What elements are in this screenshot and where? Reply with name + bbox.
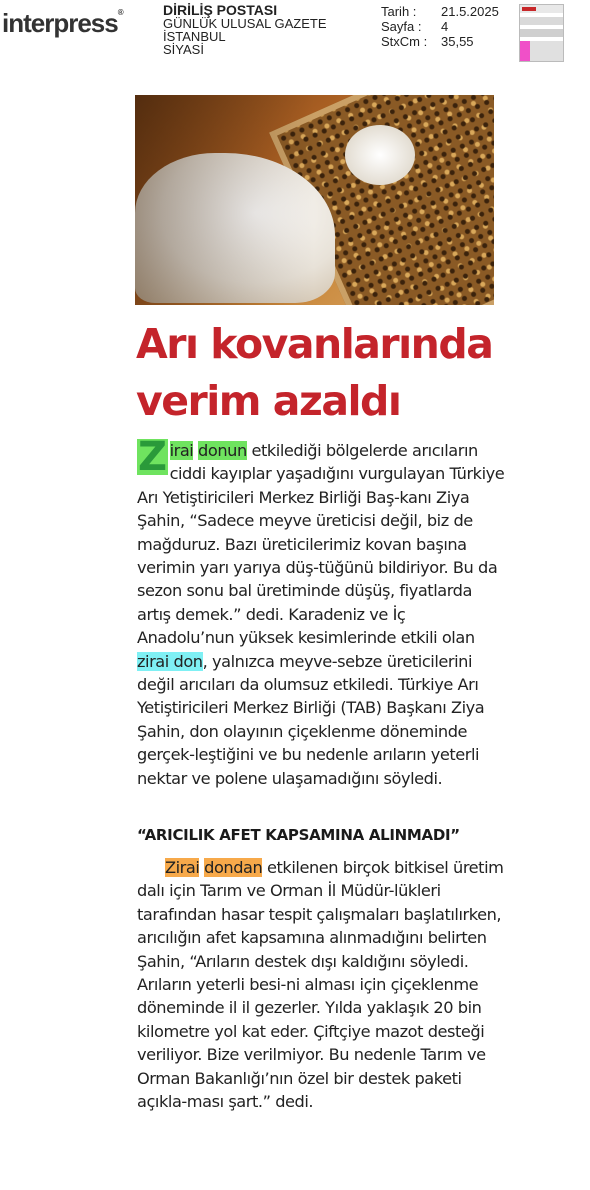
interpress-logo: interpress® xyxy=(2,8,123,38)
stxcm-value: 35,55 xyxy=(441,34,474,49)
article-paragraph-2 xyxy=(137,856,507,1113)
publication-type: GÜNLÜK ULUSAL GAZETE xyxy=(163,16,327,31)
headline-line-1: Arı kovanlarında xyxy=(136,320,493,368)
article-headline xyxy=(136,316,506,430)
highlight-zirai-don: zirai don xyxy=(137,651,203,671)
clipping-meta xyxy=(381,4,499,49)
page-value: 4 xyxy=(441,19,449,34)
beekeeper-photo xyxy=(135,95,494,305)
highlight-zirai-2: Zirai xyxy=(165,858,200,877)
publication-info xyxy=(163,4,327,56)
page-label: Sayfa : xyxy=(381,19,422,34)
highlight-donun: donun xyxy=(198,441,247,460)
highlight-zirai: irai xyxy=(169,441,194,460)
article-paragraph-1 xyxy=(137,434,507,790)
paragraph-2-text: etkilenen birçok bitkisel üretim dalı için Tarım ve Orman İl Müdür-lükleri tarafından hasar tespit çalışmaları başlatılırken, arıcılığın afet kapsamına alınmadığını belirten Şahin, “Arıların destek dışı kaldığını söyledi. Arıların yeterli besi-ni alması için çiçeklenme döneminde il il gezerler. Yılda yaklaşık 20 bin kilometre yol kat eder. Çiftçiye mazot desteği veriliyor. Bize verilmiyor. Bu nedenle Tarım ve Orman Bakanlığı’nın özel bir destek paketi açıkla-ması şart.” dedi. xyxy=(137,858,504,1112)
paragraph-1-text-b: , yalnızca meyve-sebze üreticilerini değil arıcıları da olumsuz etkiledi. Türkiye Arı Yetiştiricileri Merkez Birliği (TAB) Başkanı Ziya Şahin, don olayının çiçeklenme döneminde gerçek-leştiğini ve bu nedenle arıların yeterli nektar ve polene ulaşamadığını söyledi. xyxy=(137,651,485,788)
date-value: 21.5.2025 xyxy=(441,4,499,19)
article-subheading: “ARICILIK AFET KAPSAMINA ALINMADI” xyxy=(137,826,460,844)
stxcm-label: StxCm : xyxy=(381,34,428,49)
publication-section: SİYASİ xyxy=(163,42,204,57)
publication-city: İSTANBUL xyxy=(163,29,226,44)
highlight-dondan: dondan xyxy=(204,858,263,877)
headline-line-2: verim azaldı xyxy=(136,377,401,425)
paragraph-1-text-a: etkilediği bölgelerde arıcıların ciddi kayıplar yaşadığını vurgulayan Türkiye Arı Yetiştiricileri Merkez Birliği Baş-kanı Ziya Şahin, “Sadece meyve üreticisi değil, biz de mağduruz. Bazı üreticilerimiz kovan başına verimin yarı yarıya düş-tüğünü bildiriyor. Bu da sezon sonu bal üretiminde düşüş, fiyatlarda artış demek.” dedi. Karadeniz ve İç Anadolu’nun yüksek kesimlerinde etkili olan xyxy=(137,441,505,648)
page-thumbnail[interactable] xyxy=(519,4,564,62)
drop-cap: Z xyxy=(138,434,167,480)
date-label: Tarih : xyxy=(381,4,417,19)
publication-name: DİRİLİŞ POSTASI xyxy=(163,2,278,18)
